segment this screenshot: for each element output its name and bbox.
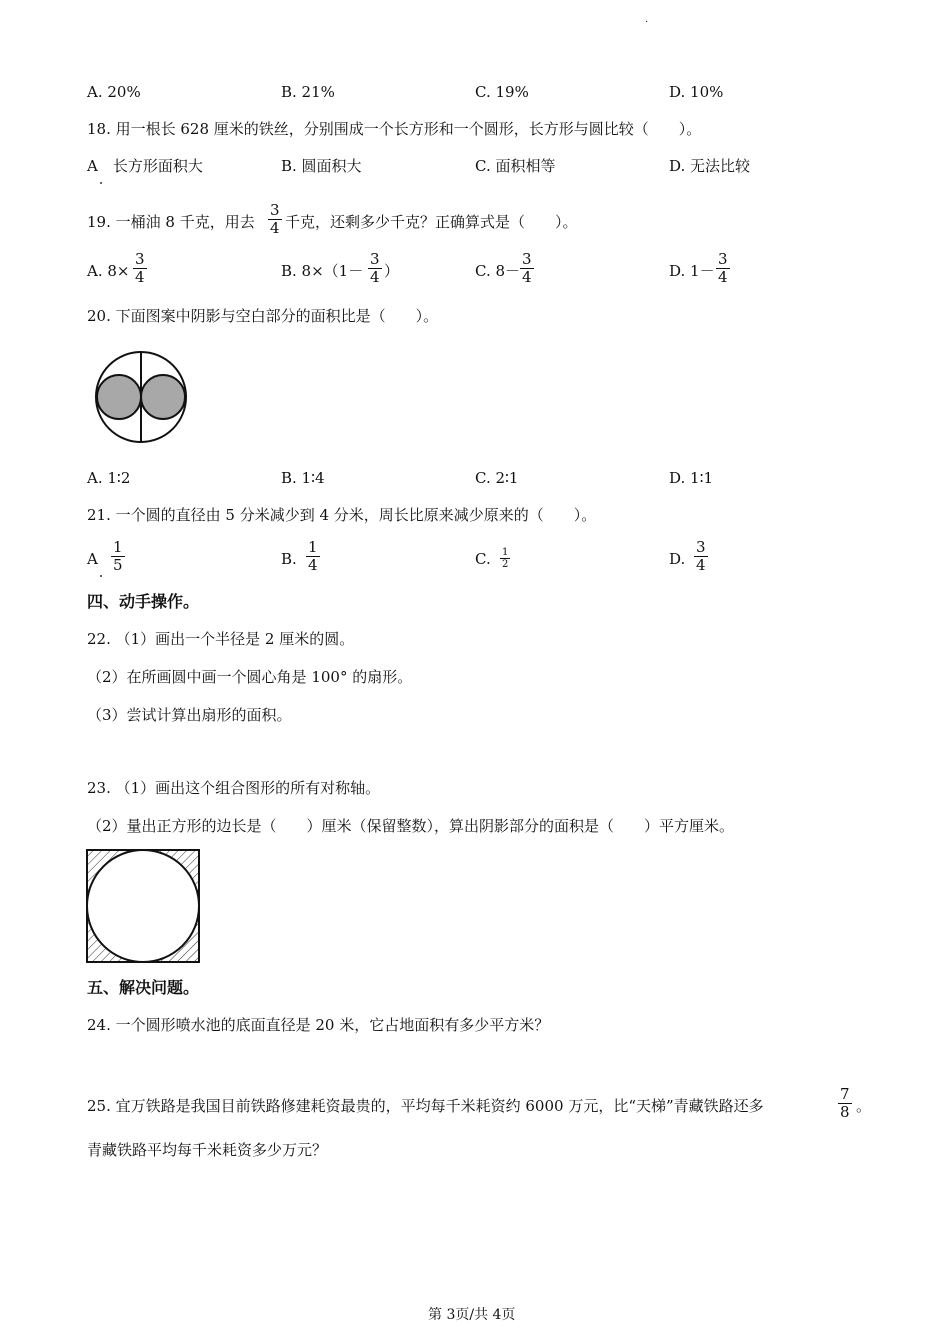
q20-option-b: B. 1∶4 [281, 469, 325, 487]
q19-question-suffix: 千克，还剩多少千克？正确算式是（ ）。 [285, 213, 578, 231]
denominator: 4 [135, 268, 145, 286]
q19-question-prefix: 19. 一桶油 8 千克，用去 [87, 213, 255, 231]
q20-option-a: A. 1∶2 [87, 469, 131, 487]
q24-question: 24. 一个圆形喷水池的底面直径是 20 米，它占地面积有多少平方米？ [87, 1016, 550, 1034]
q17-option-d: D. 10% [669, 83, 724, 101]
q22-line-2: （2）在所画圆中画一个圆心角是 100° 的扇形。 [87, 668, 413, 686]
q19-option-b-fraction [368, 251, 382, 286]
right-shaded-circle [141, 375, 185, 419]
denominator: 8 [840, 1103, 850, 1121]
q20-option-c: C. 2∶1 [475, 469, 519, 487]
q18-option-c: C. 面积相等 [475, 157, 556, 175]
q23-square-circle-figure [86, 849, 200, 963]
numerator: 3 [522, 250, 532, 268]
q18-option-a: A 长方形面积大 [87, 157, 203, 175]
q25-fraction [838, 1086, 852, 1121]
denominator: 2 [502, 559, 509, 570]
page-number-footer: 第 3页/共 4页 [428, 1307, 516, 1323]
q21-option-a-fraction [111, 539, 125, 574]
q18-option-b: B. 圆面积大 [281, 157, 362, 175]
q21-question: 21. 一个圆的直径由 5 分米减少到 4 分米，周长比原来减少原来的（ ）。 [87, 506, 597, 524]
q21-option-d-label: D. [669, 550, 686, 568]
q22-line-1: 22. （1）画出一个半径是 2 厘米的圆。 [87, 630, 355, 648]
q23-line-1: 23. （1）画出这个组合图形的所有对称轴。 [87, 779, 381, 797]
numerator: 7 [840, 1085, 850, 1103]
numerator: 1 [502, 547, 509, 558]
q25-line-2: 青藏铁路平均每千米耗资多少万元？ [87, 1141, 328, 1159]
q18-option-d: D. 无法比较 [669, 157, 751, 175]
q19-option-c-label: C. 8－ [475, 262, 521, 280]
q17-option-b: B. 21% [281, 83, 335, 101]
denominator: 4 [696, 556, 706, 574]
q19-option-b-label: B. 8×（1－ [281, 262, 364, 280]
q19-option-b-close: ） [384, 262, 400, 280]
q20-question: 20. 下面图案中阴影与空白部分的面积比是（ ）。 [87, 307, 439, 325]
q22-line-3: （3）尝试计算出扇形的面积。 [87, 706, 292, 724]
q21-option-a-label: A [87, 550, 98, 568]
q19-option-a-fraction [133, 251, 147, 286]
q20-option-d: D. 1∶1 [669, 469, 714, 487]
q19-option-c-fraction [520, 251, 534, 286]
q21-option-c-fraction [500, 547, 510, 570]
numerator: 3 [270, 201, 280, 219]
q25-end-mark: 。 [856, 1097, 872, 1115]
q23-line-2: （2）量出正方形的边长是（ ）厘米（保留整数），算出阴影部分的面积是（ ）平方厘米。 [87, 817, 735, 835]
denominator: 5 [113, 556, 123, 574]
header-mark: . [645, 14, 649, 25]
q21-option-b-fraction [306, 539, 320, 574]
section-4-title: 四、动手操作。 [87, 592, 200, 611]
q19-option-d-label: D. 1－ [669, 262, 715, 280]
q18-question: 18. 用一根长 628 厘米的铁丝，分别围成一个长方形和一个圆形，长方形与圆比较（ ）。 [87, 120, 702, 138]
denominator: 4 [522, 268, 532, 286]
denominator: 4 [370, 268, 380, 286]
denominator: 4 [718, 268, 728, 286]
left-shaded-circle [97, 375, 141, 419]
q25-line-1: 25. 宜万铁路是我国目前铁路修建耗资最贵的，平均每千米耗资约 6000 万元，比“天梯”青藏铁路还多 [87, 1097, 764, 1115]
q20-circle-figure [94, 350, 188, 444]
section-5-title: 五、解决问题。 [87, 978, 200, 997]
q21-option-c-label: C. [475, 550, 491, 568]
q17-option-a: A. 20% [87, 83, 141, 101]
numerator: 1 [113, 538, 123, 556]
numerator: 3 [696, 538, 706, 556]
numerator: 3 [135, 250, 145, 268]
denominator: 4 [270, 219, 280, 237]
q19-option-d-fraction [716, 251, 730, 286]
numerator: 3 [718, 250, 728, 268]
q19-fraction [268, 202, 282, 237]
numerator: 1 [308, 538, 318, 556]
numerator: 3 [370, 250, 380, 268]
q19-option-a-label: A. 8× [87, 262, 130, 280]
denominator: 4 [308, 556, 318, 574]
inscribed-circle [87, 850, 199, 962]
q21-option-d-fraction [694, 539, 708, 574]
q21-option-b-label: B. [281, 550, 297, 568]
q17-option-c: C. 19% [475, 83, 529, 101]
